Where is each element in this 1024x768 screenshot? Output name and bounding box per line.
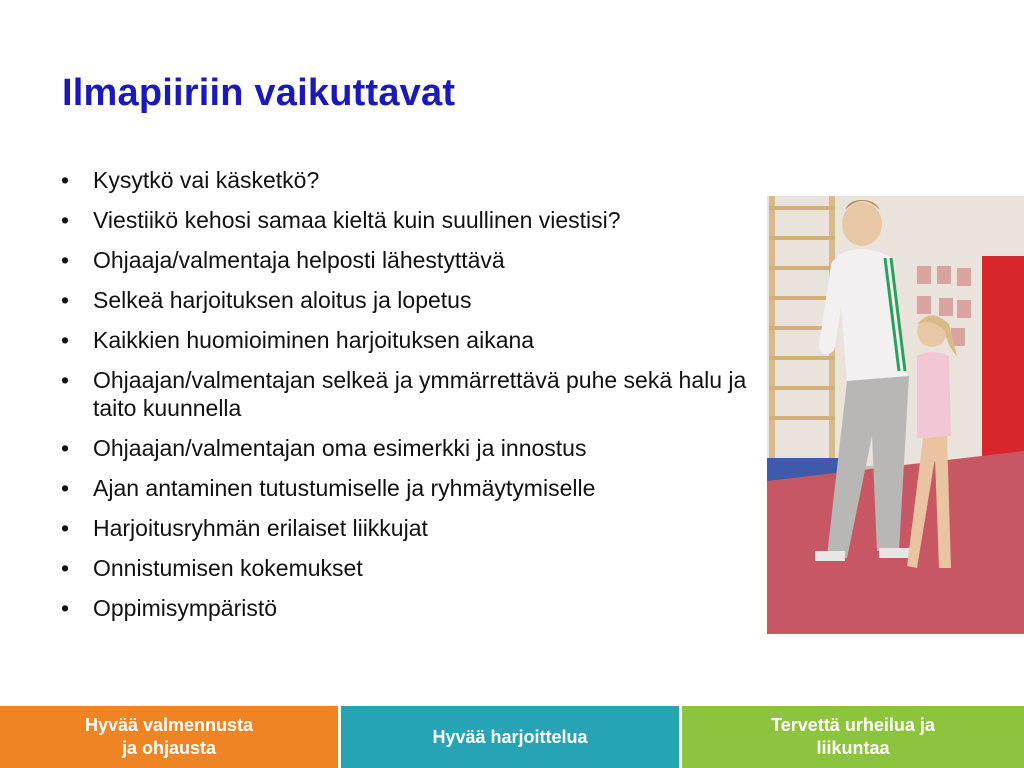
bullet-icon: • [60, 327, 70, 353]
footer-segment-healthy-sport [682, 706, 1024, 768]
footer-segment-training [341, 706, 679, 768]
bullet-text: Ohjaaja/valmentaja helposti lähestyttävä [93, 247, 505, 273]
bullet-item [55, 554, 775, 582]
bullet-list [55, 166, 775, 634]
bullet-icon: • [60, 475, 70, 501]
bullet-item [55, 206, 775, 234]
bullet-icon: • [60, 247, 70, 273]
bullet-icon: • [60, 515, 70, 541]
bullet-item [55, 514, 775, 542]
bullet-icon: • [60, 207, 70, 233]
footer-label-training: Hyvää harjoittelua [432, 726, 588, 747]
bullet-icon: • [60, 555, 70, 581]
gymnastics-photo-illustration [767, 196, 1024, 634]
bullet-icon: • [60, 595, 70, 621]
footer-segment-coaching [0, 706, 338, 768]
slide-title: Ilmapiiriin vaikuttavat [62, 72, 456, 114]
footer-label-coaching: Hyvää valmennusta ja ohjausta [84, 715, 254, 758]
bullet-icon: • [60, 287, 70, 313]
bullet-text: Harjoitusryhmän erilaiset liikkujat [93, 515, 428, 541]
footer-label-healthy-sport: Tervettä urheilua ja liikuntaa [771, 715, 935, 758]
bullet-text: Kaikkien huomioiminen harjoituksen aikana [93, 327, 535, 353]
bullet-item [55, 434, 775, 462]
bullet-text: Ajan antaminen tutustumiselle ja ryhmäytymiselle [93, 475, 596, 501]
bullet-item [55, 286, 775, 314]
bullet-text: Kysytkö vai käsketkö? [93, 167, 320, 193]
bullet-item [55, 326, 775, 354]
bullet-text: Selkeä harjoituksen aloitus ja lopetus [93, 287, 472, 313]
bullet-item [55, 366, 775, 422]
bullet-icon: • [60, 367, 70, 393]
bullet-text: Oppimisympäristö [93, 595, 278, 621]
bullet-item [55, 246, 775, 274]
footer-banner [0, 706, 1024, 768]
bullet-icon: • [60, 435, 70, 461]
bullet-text: Ohjaajan/valmentajan selkeä ja ymmärrettävä puhe sekä halu ja taito kuunnella [93, 367, 747, 421]
gymnastics-photo [767, 196, 1024, 634]
bullet-text: Onnistumisen kokemukset [93, 555, 363, 581]
bullet-text: Ohjaajan/valmentajan oma esimerkki ja innostus [93, 435, 587, 461]
bullet-item [55, 474, 775, 502]
bullet-text: Viestiikö kehosi samaa kieltä kuin suullinen viestisi? [93, 207, 621, 233]
bullet-icon: • [60, 167, 70, 193]
bullet-item [55, 166, 775, 194]
bullet-item [55, 594, 775, 622]
